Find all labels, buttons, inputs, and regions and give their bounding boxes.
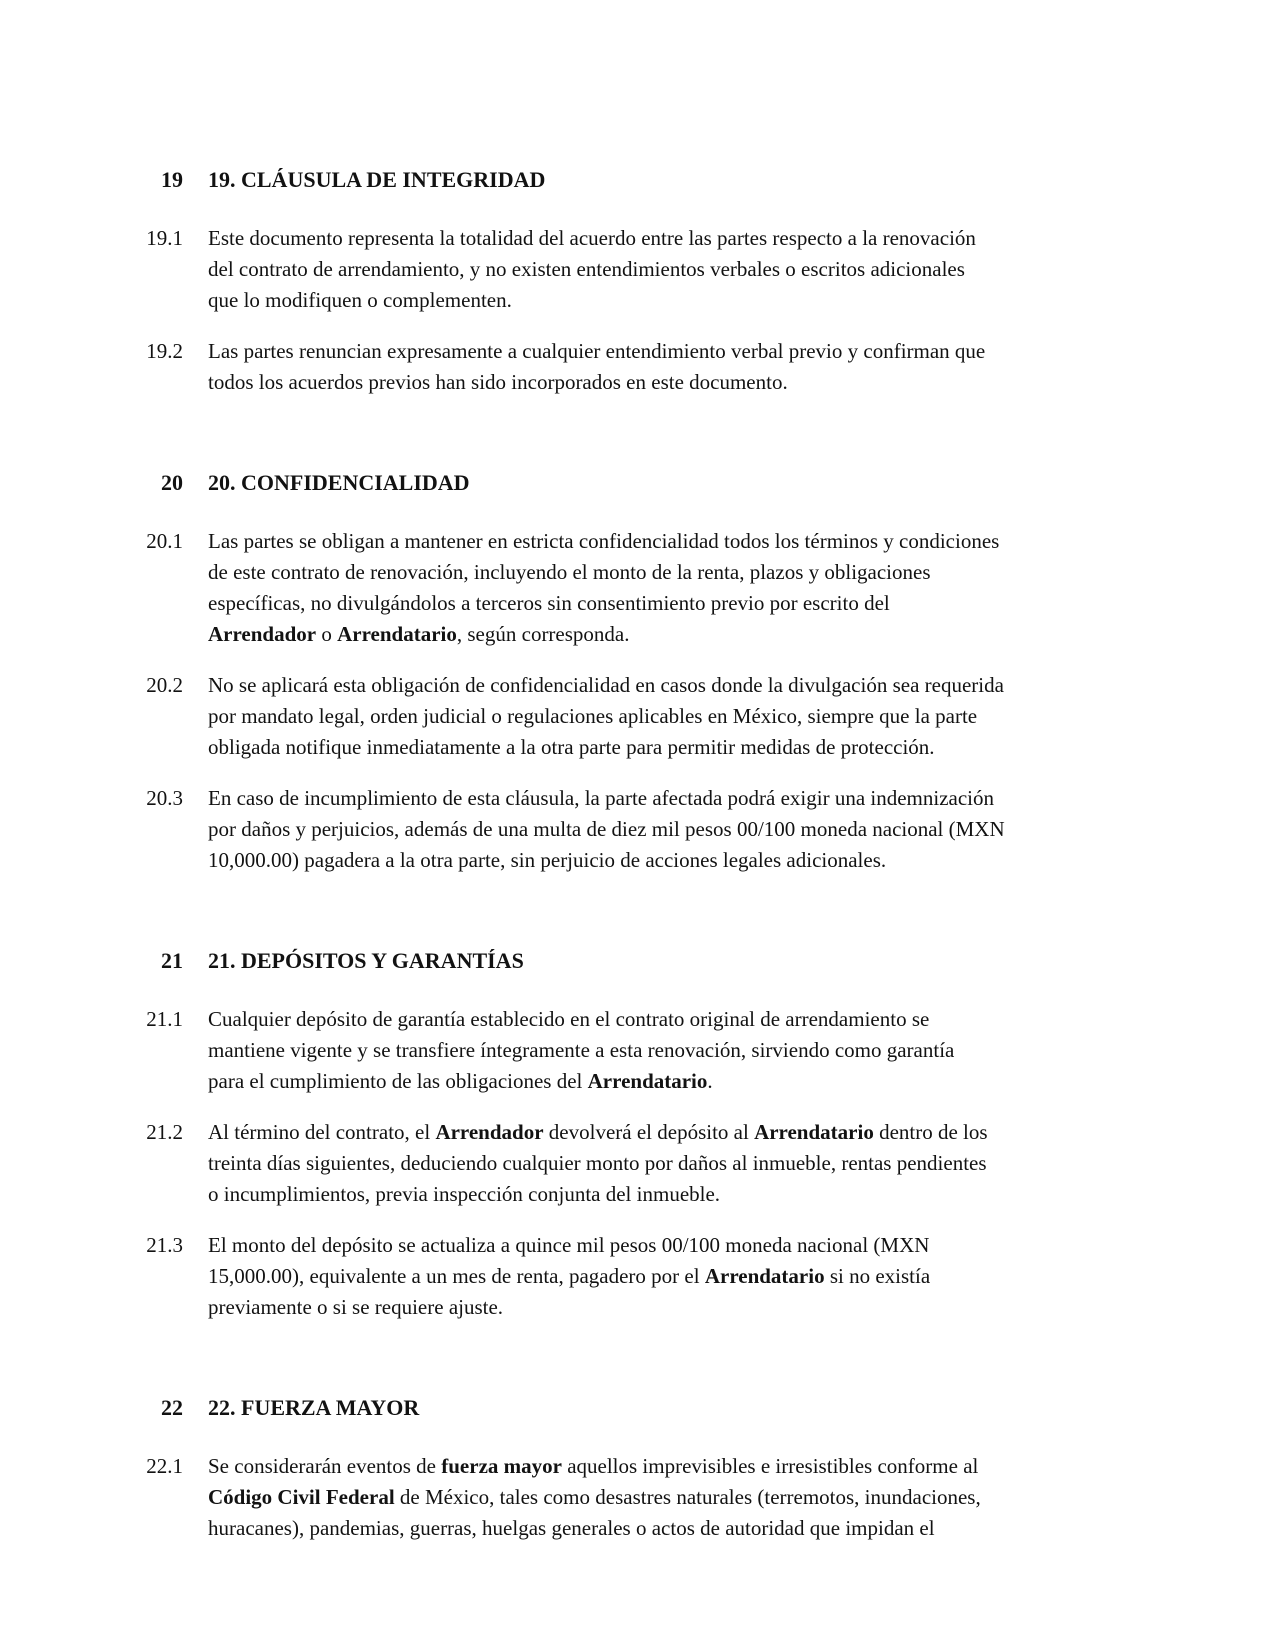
- clause-text: [208, 223, 1138, 316]
- clause: [135, 336, 1275, 398]
- clause-line: [208, 557, 1138, 588]
- text-segment: por daños y perjuicios, además de una multa de diez mil pesos 00/100 moneda nacional (MXN: [208, 817, 1005, 841]
- text-segment: todos los acuerdos previos han sido incorporados en este documento.: [208, 370, 788, 394]
- clause-line: [208, 1117, 1138, 1148]
- bold-term: Arrendador: [208, 622, 317, 646]
- clause-text: [208, 783, 1138, 876]
- section-heading-row: [135, 1395, 1275, 1421]
- clause-line: [208, 783, 1138, 814]
- text-segment: treinta días siguientes, deduciendo cualquier monto por daños al inmueble, rentas pendientes: [208, 1151, 987, 1175]
- clause-number: 19.1: [146, 226, 183, 250]
- text-segment: del contrato de arrendamiento, y no existen entendimientos verbales o escritos adicionales: [208, 257, 965, 281]
- clause: [135, 526, 1275, 650]
- clause-line: [208, 1451, 1138, 1482]
- text-segment: , según corresponda.: [456, 622, 630, 646]
- clause: [135, 1451, 1275, 1544]
- clause-line: [208, 1179, 1138, 1210]
- section-title: 19. CLÁUSULA DE INTEGRIDAD: [208, 167, 546, 192]
- text-segment: Al término del contrato, el: [208, 1120, 436, 1144]
- contract-section: [135, 1395, 1275, 1544]
- clause-text: [208, 1117, 1138, 1210]
- text-segment: 15,000.00), equivalente a un mes de renta, pagadero por el: [208, 1264, 705, 1288]
- clause-number: 20.1: [146, 529, 183, 553]
- clause-line: [208, 367, 1138, 398]
- clause-text: [208, 1230, 1138, 1323]
- contract-section: [135, 167, 1275, 398]
- clause: [135, 1004, 1275, 1097]
- clause-line: [208, 619, 1138, 650]
- clause-text: [208, 1004, 1138, 1097]
- text-segment: 10,000.00) pagadera a la otra parte, sin perjuicio de acciones legales adicionales.: [208, 848, 887, 872]
- text-segment: Cualquier depósito de garantía establecido en el contrato original de arrendamiento se: [208, 1007, 930, 1031]
- clause-number: 22.1: [146, 1454, 183, 1478]
- text-segment: de México, tales como desastres naturales (terremotos, inundaciones,: [394, 1485, 981, 1509]
- text-segment: dentro de los: [873, 1120, 988, 1144]
- clause-number: 19.2: [146, 339, 183, 363]
- text-segment: aquellos imprevisibles e irresistibles conforme al: [561, 1454, 979, 1478]
- clause: [135, 223, 1275, 316]
- section-heading-row: [135, 470, 1275, 496]
- text-segment: si no existía: [824, 1264, 931, 1288]
- clause-line: [208, 1261, 1138, 1292]
- contract-section: [135, 470, 1275, 876]
- text-segment: previamente o si se requiere ajuste.: [208, 1295, 504, 1319]
- clause-line: [208, 1066, 1138, 1097]
- text-segment: En caso de incumplimiento de esta cláusula, la parte afectada podrá exigir una indemnización: [208, 786, 995, 810]
- clause-number: 20.2: [146, 673, 183, 697]
- clause: [135, 670, 1275, 763]
- text-segment: devolverá el depósito al: [543, 1120, 755, 1144]
- text-segment: de este contrato de renovación, incluyendo el monto de la renta, plazos y obligaciones: [208, 560, 931, 584]
- section-heading-row: [135, 167, 1275, 193]
- section-title: 22. FUERZA MAYOR: [208, 1395, 420, 1420]
- section-title: 21. DEPÓSITOS Y GARANTÍAS: [208, 948, 524, 973]
- bold-term: Arrendatario: [587, 1069, 708, 1093]
- section-heading-row: [135, 948, 1275, 974]
- text-segment: Este documento representa la totalidad del acuerdo entre las partes respecto a la renovación: [208, 226, 976, 250]
- text-segment: que lo modifiquen o complementen.: [208, 288, 512, 312]
- section-number: 22: [161, 1395, 183, 1420]
- text-segment: mantiene vigente y se transfiere íntegramente a esta renovación, sirviendo como garantía: [208, 1038, 955, 1062]
- clause-line: [208, 1292, 1138, 1323]
- clause-line: [208, 1230, 1138, 1261]
- clause-number: 20.3: [146, 786, 183, 810]
- clause-line: [208, 732, 1138, 763]
- clause: [135, 1117, 1275, 1210]
- clause-line: [208, 1482, 1138, 1513]
- text-segment: Las partes se obligan a mantener en estricta confidencialidad todos los términos y condiciones: [208, 529, 1000, 553]
- section-title: 20. CONFIDENCIALIDAD: [208, 470, 470, 495]
- clause-line: [208, 223, 1138, 254]
- contract-section: [135, 948, 1275, 1323]
- clause-line: [208, 701, 1138, 732]
- bold-term: Arrendador: [435, 1120, 544, 1144]
- bold-term: Código Civil Federal: [208, 1485, 395, 1509]
- section-number: 20: [161, 470, 183, 495]
- clause-line: [208, 336, 1138, 367]
- text-segment: o: [316, 622, 338, 646]
- text-segment: .: [707, 1069, 713, 1093]
- clause-line: [208, 1035, 1138, 1066]
- clause-text: [208, 336, 1138, 398]
- text-segment: El monto del depósito se actualiza a quince mil pesos 00/100 moneda nacional (MXN: [208, 1233, 930, 1257]
- clause-line: [208, 1513, 1138, 1544]
- bold-term: Arrendatario: [704, 1264, 825, 1288]
- clause-text: [208, 1451, 1138, 1544]
- clause-line: [208, 845, 1138, 876]
- section-number: 21: [161, 948, 183, 973]
- bold-term: Arrendatario: [754, 1120, 874, 1144]
- clause-line: [208, 1004, 1138, 1035]
- text-segment: o incumplimientos, previa inspección conjunta del inmueble.: [208, 1182, 721, 1206]
- clause: [135, 783, 1275, 876]
- clause: [135, 1230, 1275, 1323]
- clause-line: [208, 526, 1138, 557]
- text-segment: Las partes renuncian expresamente a cualquier entendimiento verbal previo y confirman que: [208, 339, 986, 363]
- bold-term: Arrendatario: [337, 622, 457, 646]
- text-segment: Se considerarán eventos de: [208, 1454, 442, 1478]
- clause-number: 21.2: [146, 1120, 183, 1144]
- clause-line: [208, 254, 1138, 285]
- clause-line: [208, 670, 1138, 701]
- clause-number: 21.1: [146, 1007, 183, 1031]
- text-segment: No se aplicará esta obligación de confidencialidad en casos donde la divulgación sea requerida: [208, 673, 1004, 697]
- clause-line: [208, 588, 1138, 619]
- text-segment: para el cumplimiento de las obligaciones del: [208, 1069, 588, 1093]
- clause-text: [208, 526, 1138, 650]
- clause-line: [208, 1148, 1138, 1179]
- clause-line: [208, 814, 1138, 845]
- text-segment: huracanes), pandemias, guerras, huelgas generales o actos de autoridad que impidan el: [208, 1516, 935, 1540]
- clause-number: 21.3: [146, 1233, 183, 1257]
- clause-text: [208, 670, 1138, 763]
- text-segment: por mandato legal, orden judicial o regulaciones aplicables en México, siempre que la parte: [208, 704, 978, 728]
- text-segment: específicas, no divulgándolos a terceros sin consentimiento previo por escrito del: [208, 591, 890, 615]
- section-number: 19: [161, 167, 183, 192]
- bold-term: fuerza mayor: [441, 1454, 562, 1478]
- text-segment: obligada notifique inmediatamente a la otra parte para permitir medidas de protección.: [208, 735, 935, 759]
- clause-line: [208, 285, 1138, 316]
